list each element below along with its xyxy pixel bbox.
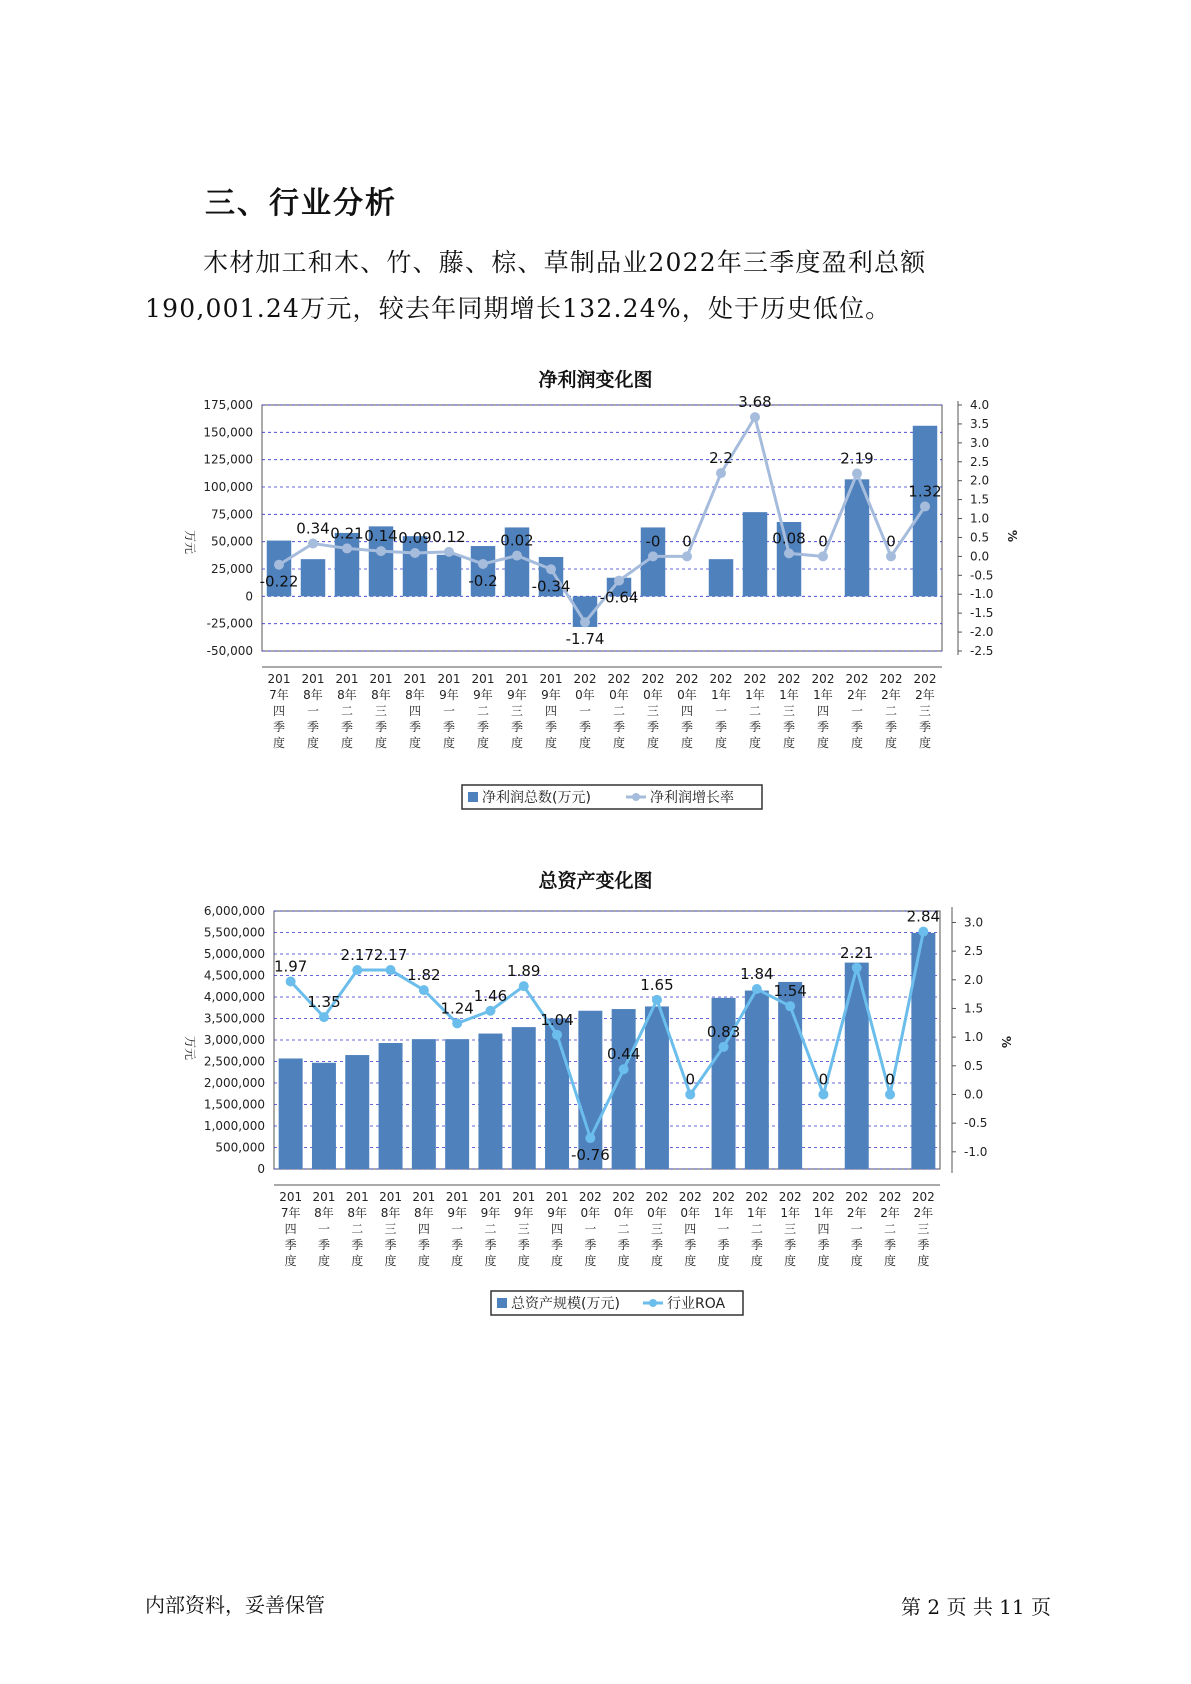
x-tick-label-17: 202 2年一季度 (845, 672, 869, 750)
data-label-12: 0 (682, 532, 692, 551)
y2-axis-unit: % (999, 1036, 1013, 1049)
x-tick-label-15: 202 1年三季度 (778, 1190, 802, 1268)
data-label-18: 0 (885, 1070, 895, 1089)
y2-tick-label: 2.0 (964, 972, 984, 987)
line-point-8 (552, 1030, 562, 1040)
line-point-18 (885, 1089, 895, 1099)
data-label-15: 0.08 (772, 529, 806, 548)
bar-14 (743, 512, 767, 596)
x-tick-label-12: 202 0年四季度 (678, 1190, 702, 1268)
y-tick-label: 0 (245, 589, 253, 604)
x-tick-label-19: 202 2年三季度 (913, 672, 937, 750)
y2-tick-label: -1.0 (970, 587, 994, 602)
y-tick-label: 500,000 (215, 1140, 265, 1155)
x-tick-label-11: 202 0年三季度 (645, 1190, 669, 1268)
data-label-6: -0.2 (468, 571, 498, 590)
x-tick-label-8: 201 9年四季度 (539, 672, 563, 750)
x-tick-label-16: 202 1年四季度 (811, 1190, 835, 1268)
y-tick-label: 125,000 (203, 452, 253, 467)
data-label-16: 0 (818, 532, 828, 551)
y-tick-label: 50,000 (211, 534, 253, 549)
data-label-5: 1.24 (440, 999, 474, 1018)
net-profit-chart (0, 395, 1191, 845)
summary-text: 木材加工和木、竹、藤、棕、草制品业2022年三季度盈利总额190,001.24万元，较去年同期增长132.24%，处于历史低位。 (145, 248, 927, 323)
x-tick-label-11: 202 0年三季度 (641, 672, 665, 750)
legend-bar-label: 净利润总数(万元) (482, 790, 591, 806)
line-point-16 (818, 551, 828, 561)
data-label-19: 2.84 (906, 907, 941, 926)
line-point-2 (342, 543, 352, 553)
line-point-5 (444, 547, 454, 557)
y2-tick-label: 0.0 (970, 549, 990, 564)
data-label-17: 2.19 (840, 449, 874, 468)
data-label-9: -0.76 (570, 1146, 610, 1165)
line-point-10 (619, 1064, 629, 1074)
y2-tick-label: -2.0 (970, 625, 994, 640)
line-point-8 (546, 564, 556, 574)
x-tick-label-16: 202 1年四季度 (811, 672, 835, 750)
x-tick-label-6: 201 9年二季度 (471, 672, 495, 750)
y2-tick-label: 3.5 (970, 416, 990, 431)
y-tick-label: 1,500,000 (203, 1097, 265, 1112)
bar-4 (412, 1039, 436, 1169)
line-point-15 (784, 548, 794, 558)
data-label-2: 0.21 (330, 524, 364, 543)
line-point-19 (920, 501, 930, 511)
x-tick-label-2: 201 8年二季度 (335, 672, 359, 750)
data-label-7: 0.02 (500, 531, 534, 550)
y-tick-label: 2,000,000 (203, 1076, 265, 1090)
y2-tick-label: -0.5 (970, 568, 994, 583)
line-point-13 (716, 468, 726, 478)
bar-3 (379, 1043, 403, 1169)
x-tick-label-7: 201 9年三季度 (512, 1190, 536, 1268)
y2-tick-label: 3.0 (964, 915, 984, 930)
y2-tick-label: 4.0 (970, 398, 990, 412)
data-label-4: 0.09 (398, 528, 432, 547)
data-label-10: 0.44 (606, 1045, 641, 1064)
y-tick-label: -25,000 (206, 616, 253, 631)
x-tick-label-7: 201 9年三季度 (505, 672, 529, 750)
x-tick-label-10: 202 0年二季度 (607, 672, 631, 750)
x-tick-label-9: 202 0年一季度 (573, 672, 597, 750)
x-tick-label-14: 202 1年二季度 (745, 1190, 769, 1268)
data-label-7: 1.89 (507, 962, 541, 981)
chart-title-2: 总资产变化图 (538, 870, 653, 892)
data-label-6: 1.46 (473, 986, 508, 1005)
y2-tick-label: 1.0 (964, 1030, 984, 1045)
x-tick-label-19: 202 2年三季度 (911, 1190, 935, 1268)
bar-13 (709, 559, 733, 596)
data-label-16: 0 (818, 1070, 829, 1089)
x-tick-label-14: 202 1年二季度 (743, 672, 767, 750)
data-label-8: -0.34 (531, 577, 571, 596)
y-tick-label: 150,000 (203, 425, 253, 440)
data-label-2: 2.17 (340, 946, 374, 965)
y-tick-label: 4,000,000 (203, 990, 265, 1004)
data-label-15: 1.54 (773, 982, 807, 1001)
bar-8 (545, 1019, 569, 1170)
y-tick-label: 25,000 (211, 562, 253, 576)
data-label-17: 2.21 (840, 943, 874, 962)
line-point-0 (286, 977, 296, 987)
bar-5 (437, 555, 461, 597)
legend-line-marker (632, 793, 640, 801)
line-point-7 (519, 981, 529, 991)
line-point-12 (682, 551, 692, 561)
legend-bar-swatch (468, 792, 478, 802)
footer-confidential: 内部资料，妥善保管 (145, 1593, 325, 1617)
data-label-3: 2.17 (373, 946, 408, 965)
line-point-7 (512, 551, 522, 561)
line-point-17 (852, 469, 862, 479)
line-point-13 (719, 1042, 729, 1052)
y2-tick-label: 1.5 (970, 492, 990, 507)
x-tick-label-13: 202 1年一季度 (712, 1190, 736, 1268)
line-point-15 (785, 1001, 795, 1011)
data-label-10: -0.64 (599, 588, 639, 607)
data-label-19: 1.32 (908, 482, 942, 501)
y-tick-label: 5,000,000 (203, 947, 265, 961)
x-tick-label-5: 201 9年一季度 (437, 672, 461, 750)
summary-paragraph (145, 240, 965, 332)
bar-17 (845, 963, 869, 1169)
bar-7 (512, 1027, 536, 1169)
bar-1 (301, 559, 325, 596)
bar-1 (312, 1063, 336, 1169)
data-label-14: 3.68 (738, 395, 772, 412)
y-tick-label: 3,000,000 (203, 1033, 265, 1047)
y2-tick-label: 0.5 (964, 1058, 984, 1073)
data-label-11: -0 (645, 532, 661, 551)
y-tick-label: 6,000,000 (203, 904, 265, 918)
y-tick-label: 175,000 (203, 398, 253, 412)
legend-bar-swatch (497, 1298, 507, 1308)
x-tick-label-18: 202 2年二季度 (878, 1190, 902, 1268)
line-point-3 (386, 965, 396, 975)
x-tick-label-9: 202 0年一季度 (578, 1190, 602, 1268)
chart-title-1: 净利润变化图 (538, 369, 653, 391)
x-tick-label-2: 201 8年二季度 (345, 1190, 369, 1268)
x-tick-label-3: 201 8年三季度 (369, 672, 393, 750)
y2-tick-label: 3.0 (970, 435, 990, 450)
x-tick-label-0: 201 7年四季度 (267, 672, 291, 750)
line-point-2 (352, 965, 362, 975)
data-label-0: -0.22 (259, 572, 299, 591)
x-tick-label-12: 202 0年四季度 (675, 672, 699, 750)
x-tick-label-10: 202 0年二季度 (612, 1190, 636, 1268)
data-label-3: 0.14 (364, 527, 398, 546)
y-axis-unit: 万元 (183, 530, 197, 555)
line-point-1 (308, 539, 318, 549)
total-assets-chart (0, 896, 1191, 1326)
y2-axis-unit: % (1005, 530, 1019, 543)
data-label-4: 1.82 (407, 966, 441, 985)
line-point-11 (652, 995, 662, 1005)
line-point-9 (580, 617, 590, 627)
bar-6 (478, 1034, 502, 1169)
x-tick-label-13: 202 1年一季度 (709, 672, 733, 750)
bar-11 (645, 1006, 669, 1169)
line-point-18 (886, 551, 896, 561)
bar-5 (445, 1039, 469, 1169)
y-tick-label: 5,500,000 (203, 925, 265, 940)
y2-tick-label: 1.5 (964, 1001, 984, 1016)
y2-tick-label: 2.5 (970, 454, 990, 469)
y-tick-label: -50,000 (206, 644, 253, 658)
line-point-6 (485, 1006, 495, 1016)
y-tick-label: 100,000 (203, 480, 253, 494)
line-point-1 (319, 1012, 329, 1022)
data-label-0: 1.97 (273, 957, 308, 976)
bar-14 (745, 991, 769, 1169)
section-heading: 三、行业分析 (205, 186, 397, 221)
line-point-14 (750, 412, 760, 422)
data-label-13: 2.2 (709, 449, 733, 468)
data-label-1: 1.35 (307, 993, 341, 1012)
line-point-3 (376, 546, 386, 556)
line-point-6 (478, 559, 488, 569)
y2-tick-label: 2.5 (964, 944, 984, 959)
data-label-18: 0 (886, 532, 896, 551)
x-tick-label-3: 201 8年三季度 (379, 1190, 403, 1268)
x-tick-label-0: 201 7年四季度 (279, 1190, 303, 1268)
y2-tick-label: 0.5 (970, 530, 990, 545)
y-axis-unit: 万元 (183, 1036, 197, 1061)
x-tick-label-18: 202 2年二季度 (879, 672, 903, 750)
x-tick-label-4: 201 8年四季度 (412, 1190, 436, 1268)
footer-page-number: 第 2 页 共 11 页 (901, 1595, 1051, 1619)
y-tick-label: 3,500,000 (203, 1011, 265, 1026)
data-label-1: 0.34 (296, 519, 330, 538)
y2-tick-label: -1.0 (964, 1144, 988, 1159)
data-label-5: 0.12 (432, 527, 466, 546)
x-tick-label-1: 201 8年一季度 (301, 672, 325, 750)
y2-tick-label: -0.5 (964, 1116, 988, 1131)
legend-line-label: 行业ROA (667, 1296, 726, 1312)
y-tick-label: 75,000 (211, 507, 253, 522)
line-point-14 (752, 984, 762, 994)
y2-tick-label: 2.0 (970, 473, 990, 488)
y2-tick-label: 0.0 (964, 1087, 984, 1102)
bar-0 (279, 1058, 303, 1169)
y-tick-label: 4,500,000 (203, 968, 265, 983)
data-label-14: 1.84 (740, 964, 774, 983)
x-tick-label-8: 201 9年四季度 (545, 1190, 569, 1268)
line-point-12 (685, 1089, 695, 1099)
y-tick-label: 2,500,000 (203, 1054, 265, 1069)
y2-tick-label: 1.0 (970, 511, 990, 526)
y2-tick-label: -1.5 (970, 606, 994, 621)
legend-line-marker (649, 1299, 657, 1307)
data-label-12: 0 (685, 1070, 696, 1089)
bar-2 (345, 1055, 369, 1169)
legend-line-label: 净利润增长率 (650, 790, 734, 806)
line-point-17 (852, 963, 862, 973)
line-point-16 (818, 1089, 828, 1099)
line-point-9 (585, 1133, 595, 1143)
line-point-19 (918, 927, 928, 937)
x-tick-label-17: 202 2年一季度 (845, 1190, 869, 1268)
line-point-0 (274, 560, 284, 570)
data-label-9: -1.74 (565, 630, 605, 649)
legend-bar-label: 总资产规模(万元) (511, 1296, 620, 1312)
line-point-4 (410, 548, 420, 558)
line-point-5 (452, 1018, 462, 1028)
x-tick-label-15: 202 1年三季度 (777, 672, 801, 750)
x-tick-label-4: 201 8年四季度 (403, 672, 427, 750)
line-point-10 (614, 576, 624, 586)
data-label-13: 0.83 (706, 1022, 741, 1041)
y-tick-label: 0 (257, 1162, 265, 1176)
x-tick-label-1: 201 8年一季度 (312, 1190, 336, 1268)
data-label-11: 1.65 (640, 975, 674, 994)
data-label-8: 1.04 (540, 1010, 574, 1029)
x-tick-label-6: 201 9年二季度 (478, 1190, 502, 1268)
y-tick-label: 1,000,000 (203, 1119, 265, 1133)
line-point-11 (648, 551, 658, 561)
y2-tick-label: -2.5 (970, 644, 994, 658)
line-point-4 (419, 985, 429, 995)
x-tick-label-5: 201 9年一季度 (445, 1190, 469, 1268)
